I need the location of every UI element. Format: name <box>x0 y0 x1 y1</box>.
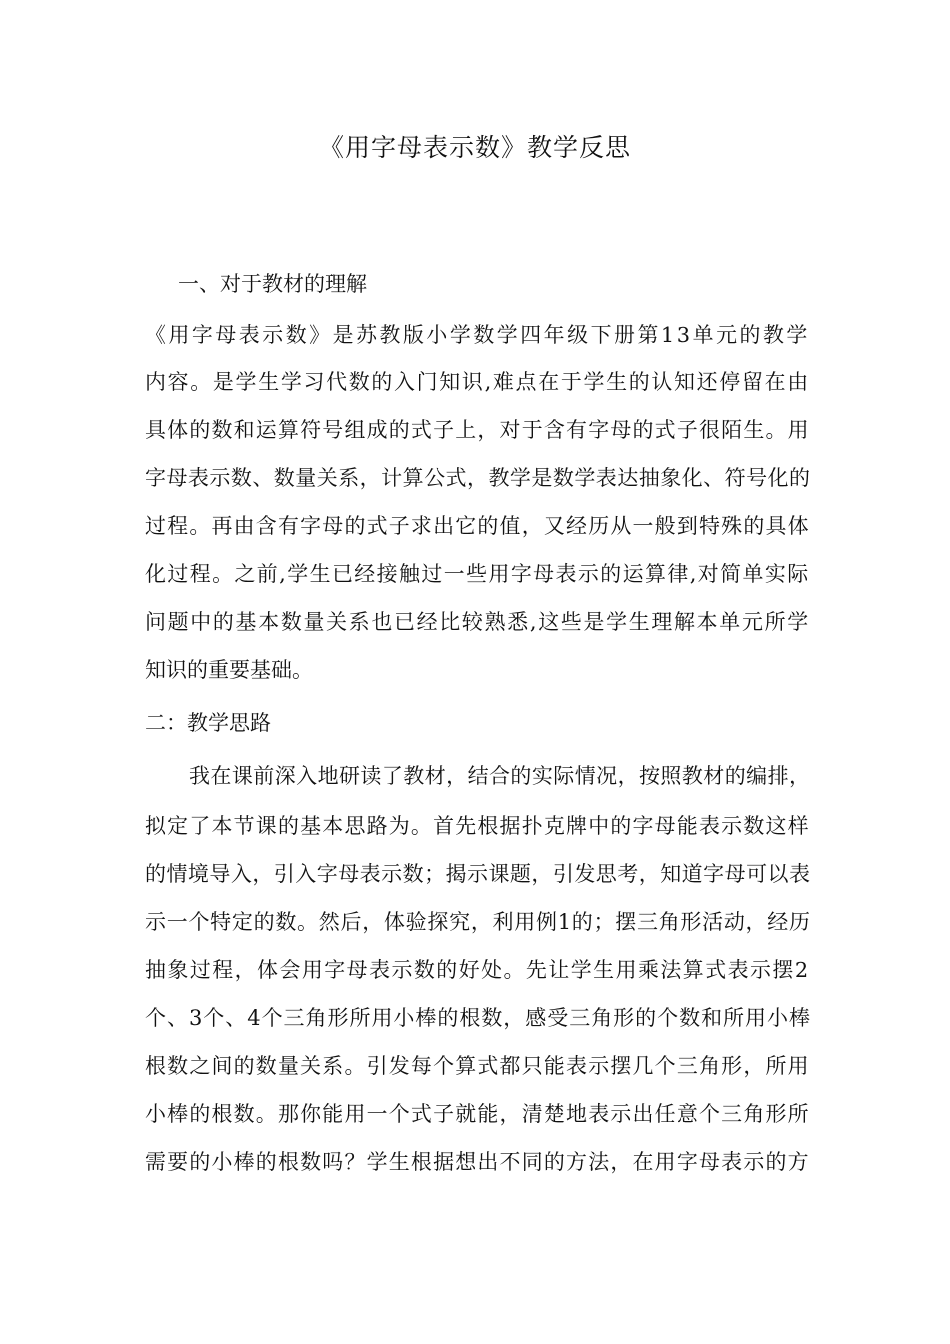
body-line: 知识的重要基础。 <box>145 658 313 682</box>
body-line: 字母表示数、数量关系，计算公式，教学是数学表达抽象化、符号化的 <box>145 466 811 490</box>
body-line: 我在课前深入地研读了教材，结合的实际情况，按照教材的编排， <box>189 764 811 788</box>
document-title: 《用字母表示数》教学反思 <box>318 133 631 162</box>
body-line: 根数之间的数量关系。引发每个算式都只能表示摆几个三角形，所用 <box>145 1054 810 1078</box>
body-line: 一、对于教材的理解 <box>178 272 367 296</box>
body-line: 的情境导入，引入字母表示数；揭示课题，引发思考，知道字母可以表 <box>145 862 811 886</box>
body-line: 抽象过程，体会用字母表示数的好处。先让学生用乘法算式表示摆2 <box>145 958 810 982</box>
body-line: 《用字母表示数》是苏教版小学数学四年级下册第13单元的教学 <box>145 323 810 347</box>
body-line: 需要的小棒的根数吗？学生根据想出不同的方法，在用字母表示的方 <box>145 1150 810 1174</box>
body-line: 具体的数和运算符号组成的式子上，对于含有字母的式子很陌生。用 <box>145 418 810 442</box>
body-line: 拟定了本节课的基本思路为。首先根据扑克牌中的字母能表示数这样 <box>145 814 810 838</box>
body-line: 化过程。之前,学生已经接触过一些用字母表示的运算律,对简单实际 <box>145 562 810 586</box>
body-line: 内容。是学生学习代数的入门知识,难点在于学生的认知还停留在由 <box>145 370 810 394</box>
body-line: 二：教学思路 <box>145 711 271 735</box>
body-line: 问题中的基本数量关系也已经比较熟悉,这些是学生理解本单元所学 <box>145 610 810 634</box>
body-line: 示一个特定的数。然后，体验探究，利用例1的；摆三角形活动，经历 <box>145 910 811 934</box>
body-line: 小棒的根数。那你能用一个式子就能，清楚地表示出任意个三角形所 <box>145 1102 810 1126</box>
body-line: 过程。再由含有字母的式子求出它的值，又经历从一般到特殊的具体 <box>145 514 810 538</box>
body-line: 个、3个、4个三角形所用小棒的根数，感受三角形的个数和所用小棒 <box>145 1006 811 1030</box>
